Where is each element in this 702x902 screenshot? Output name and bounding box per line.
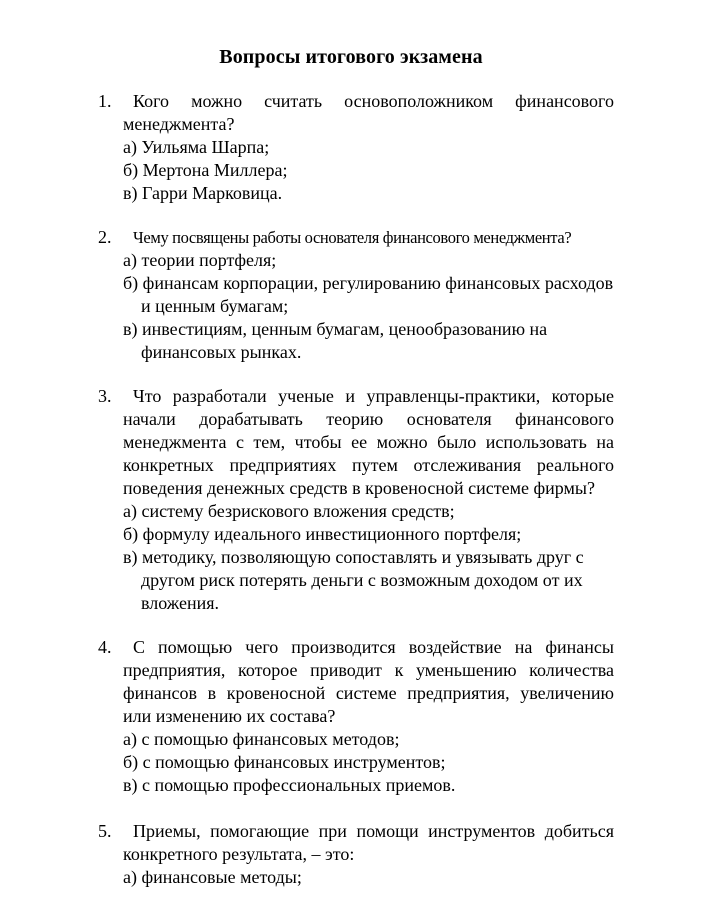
question-number: 5. [98, 821, 112, 841]
question-text: С помощью чего производится воздействие на финансы предприятия, которое приводит к уменьшению количества финансов в кровеносной системе предприятия, увеличению или изменению их состава? [123, 637, 614, 726]
question-text: Кого можно считать основоположником финансового менеджмента? [123, 91, 614, 134]
answer-option-a: а) с помощью финансовых методов; [123, 729, 400, 749]
answer-option-a: а) Уильяма Шарпа; [123, 137, 270, 157]
question-number: 3. [98, 386, 112, 406]
question-3 [98, 385, 614, 615]
question-number: 1. [98, 91, 112, 111]
answer-option-a: а) теории портфеля; [123, 250, 277, 270]
question-4 [98, 636, 614, 797]
answer-option-a: а) систему безрискового вложения средств; [123, 501, 455, 521]
answer-option-b: б) с помощью финансовых инструментов; [123, 752, 446, 772]
answer-option-c: в) с помощью профессиональных приемов. [123, 775, 456, 795]
question-1 [98, 90, 614, 205]
answer-option-c: в) методику, позволяющую сопоставлять и увязывать друг с другом риск потерять деньги с возможным доходом от их вложения. [123, 547, 584, 613]
question-text: Что разработали ученые и управленцы-практики, которые начали дорабатывать теорию основателя финансового менеджмента с тем, чтобы ее можно было использовать на конкретных предприятиях путем отслеживания реального поведения денежных средств в кровеносной системе фирмы? [123, 386, 614, 498]
page-title: Вопросы итогового экзамена [219, 46, 483, 68]
question-5 [98, 820, 614, 889]
answer-option-b: б) финансам корпорации, регулированию финансовых расходов и ценным бумагам; [123, 273, 614, 316]
question-number: 2. [98, 227, 112, 247]
question-text: Чему посвящены работы основателя финансового менеджмента? [133, 228, 572, 247]
answer-option-b: б) Мертона Миллера; [123, 160, 288, 180]
answer-option-a: а) финансовые методы; [123, 867, 302, 887]
question-text: Приемы, помогающие при помощи инструментов добиться конкретного результата, – это: [123, 821, 614, 864]
question-2 [98, 226, 614, 364]
answer-option-b: б) формулу идеального инвестиционного портфеля; [123, 524, 522, 544]
question-number: 4. [98, 637, 112, 657]
answer-option-c: в) Гарри Марковица. [123, 183, 283, 203]
answer-option-c: в) инвестициям, ценным бумагам, ценообразованию на финансовых рынках. [123, 319, 548, 362]
